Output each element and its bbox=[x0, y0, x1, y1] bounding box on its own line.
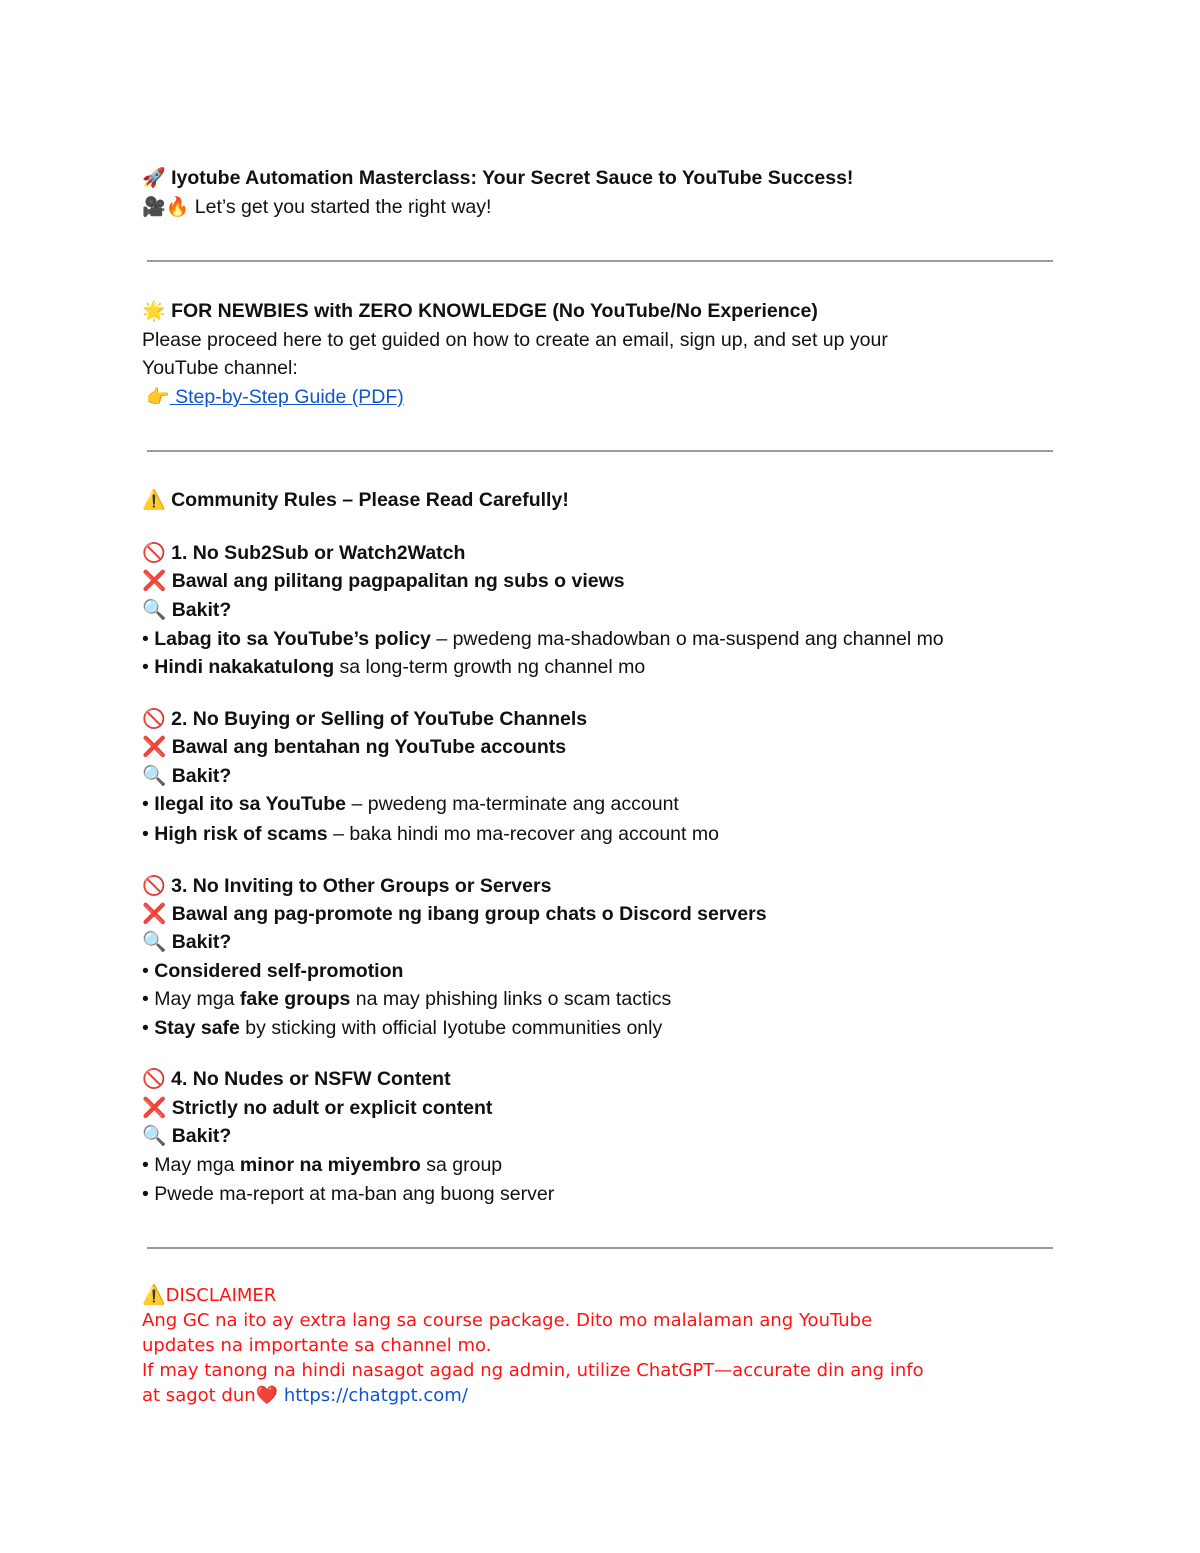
rule-title: 🚫 1. No Sub2Sub or Watch2Watch bbox=[142, 542, 466, 564]
rule-reason: • Stay safe by sticking with official Iyotube communities only bbox=[142, 1017, 663, 1039]
no-entry-icon: 🚫 bbox=[142, 876, 166, 897]
divider bbox=[147, 450, 1053, 452]
rule-title: 🚫 3. No Inviting to Other Groups or Servers bbox=[142, 875, 552, 897]
newbies-link-row bbox=[146, 383, 404, 411]
rules-heading: ⚠️ Community Rules – Please Read Carefully! bbox=[142, 489, 569, 511]
rule-reason: • Ilegal ito sa YouTube – pwedeng ma-terminate ang account bbox=[142, 793, 679, 815]
magnifier-icon: 🔍 bbox=[142, 765, 167, 787]
cross-mark-icon: ❌ bbox=[142, 570, 167, 592]
no-entry-icon: 🚫 bbox=[142, 709, 166, 730]
step-by-step-guide-link[interactable]: Step-by-Step Guide (PDF) bbox=[169, 386, 404, 408]
disclaimer-line: at sagot dun❤️ https://chatgpt.com/ bbox=[142, 1385, 468, 1406]
rule-reason: • Considered self-promotion bbox=[142, 960, 404, 982]
disclaimer-line: Ang GC na ito ay extra lang sa course package. Dito mo malalaman ang YouTube bbox=[142, 1310, 873, 1331]
magnifier-icon: 🔍 bbox=[142, 1125, 167, 1147]
no-entry-icon: 🚫 bbox=[142, 1069, 166, 1090]
rule-bakit: 🔍 Bakit? bbox=[142, 1125, 232, 1147]
rule-subtitle: ❌ Strictly no adult or explicit content bbox=[142, 1097, 493, 1119]
rule-subtitle: ❌ Bawal ang pag-promote ng ibang group chats o Discord servers bbox=[142, 903, 767, 925]
document-title: 🚀 Iyotube Automation Masterclass: Your Secret Sauce to YouTube Success! bbox=[142, 167, 854, 189]
magnifier-icon: 🔍 bbox=[142, 931, 167, 953]
rule-reason: • Labag ito sa YouTube’s policy – pwedeng ma-shadowban o ma-suspend ang channel mo bbox=[142, 628, 944, 650]
star-icon: 🌟 bbox=[142, 301, 166, 322]
cross-mark-icon: ❌ bbox=[142, 1097, 167, 1119]
rule-reason: • High risk of scams – baka hindi mo ma-recover ang account mo bbox=[142, 823, 719, 845]
newbies-text-line: Please proceed here to get guided on how to create an email, sign up, and set up your bbox=[142, 329, 888, 351]
rule-bakit: 🔍 Bakit? bbox=[142, 931, 232, 953]
heart-icon: ❤️ bbox=[255, 1385, 279, 1406]
rule-reason: • May mga minor na miyembro sa group bbox=[142, 1154, 503, 1176]
warning-icon: ⚠️ bbox=[142, 490, 166, 511]
disclaimer-heading: ⚠️DISCLAIMER bbox=[142, 1284, 277, 1306]
rule-subtitle: ❌ Bawal ang bentahan ng YouTube accounts bbox=[142, 736, 567, 758]
rule-reason: • Hindi nakakatulong sa long-term growth ng channel mo bbox=[142, 656, 646, 678]
fire-icon: 🔥 bbox=[165, 197, 190, 218]
rocket-icon: 🚀 bbox=[142, 168, 166, 189]
rule-title: 🚫 2. No Buying or Selling of YouTube Channels bbox=[142, 708, 588, 730]
rule-subtitle: ❌ Bawal ang pilitang pagpapalitan ng subs o views bbox=[142, 570, 625, 592]
disclaimer-line: If may tanong na hindi nasagot agad ng admin, utilize ChatGPT—accurate din ang info bbox=[142, 1360, 924, 1381]
camera-icon: 🎥 bbox=[142, 197, 166, 218]
warning-icon: ⚠️ bbox=[142, 1284, 166, 1306]
rule-title: 🚫 4. No Nudes or NSFW Content bbox=[142, 1068, 451, 1090]
rule-reason: • May mga fake groups na may phishing links o scam tactics bbox=[142, 988, 672, 1010]
magnifier-icon: 🔍 bbox=[142, 599, 167, 621]
divider bbox=[147, 1247, 1053, 1249]
rule-reason: • Pwede ma-report at ma-ban ang buong server bbox=[142, 1183, 555, 1205]
divider bbox=[147, 260, 1053, 262]
chatgpt-link[interactable]: https://chatgpt.com/ bbox=[283, 1385, 468, 1406]
rule-bakit: 🔍 Bakit? bbox=[142, 599, 232, 621]
newbies-heading: 🌟 FOR NEWBIES with ZERO KNOWLEDGE (No YouTube/No Experience) bbox=[142, 300, 818, 322]
rule-bakit: 🔍 Bakit? bbox=[142, 765, 232, 787]
pointing-hand-icon: 👉 bbox=[146, 387, 170, 408]
disclaimer-line: updates na importante sa channel mo. bbox=[142, 1335, 492, 1356]
newbies-text-line: YouTube channel: bbox=[142, 357, 298, 379]
document-subtitle: 🎥🔥 Let’s get you started the right way! bbox=[142, 196, 492, 218]
cross-mark-icon: ❌ bbox=[142, 903, 167, 925]
cross-mark-icon: ❌ bbox=[142, 736, 167, 758]
no-entry-icon: 🚫 bbox=[142, 543, 166, 564]
